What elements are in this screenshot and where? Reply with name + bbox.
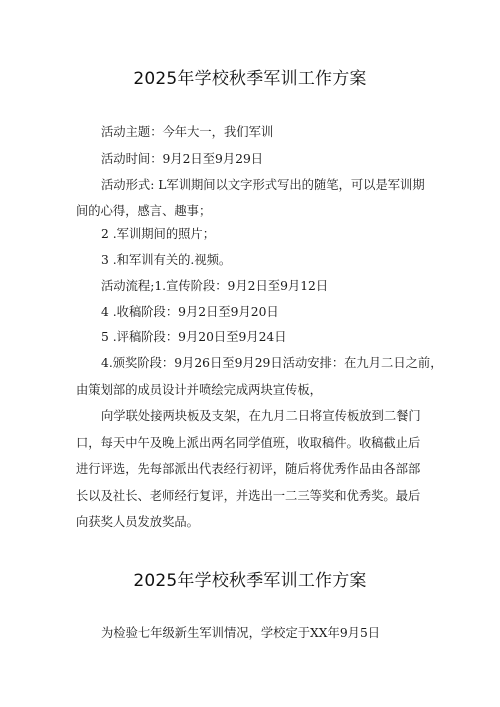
paragraph-line: 3 .和军训有关的.视频。: [101, 253, 232, 267]
document-title: 2025年学校秋季军训工作方案: [133, 69, 367, 89]
paragraph-line: 4.颁奖阶段：9月26日至9月29日活动安排：在九月二日之前，: [101, 356, 443, 370]
paragraph-line: 2 .军训期间的照片；: [101, 227, 216, 241]
paragraph-line: 向学联处接两块板及支架，在九月二日将宣传板放到二餐门: [101, 409, 421, 423]
paragraph-line: 间的心得，感言、趣事；: [76, 204, 212, 218]
paragraph-line: 长以及社长、老师经行复评，并选出一二三等奖和优秀奖。最后: [76, 489, 421, 503]
paragraph-line: 为检验七年级新生军训情况，学校定于XX年9月5日: [101, 626, 381, 640]
paragraph-line: 活动时间：9月2日至9月29日: [101, 152, 264, 166]
paragraph-line: 活动形式: L军训期间以文字形式写出的随笔，可以是军训期: [101, 178, 425, 192]
paragraph-line: 5 .评稿阶段：9月20日至9月24日: [101, 330, 287, 344]
second-document-title: 2025年学校秋季军训工作方案: [133, 571, 367, 591]
paragraph-line: 由策划部的成员设计并喷绘完成两块宣传板，: [76, 383, 322, 397]
paragraph-line: 口，每天中午及晚上派出两名同学值班，收取稿件。收稿截止后: [76, 436, 421, 450]
paragraph-line: 活动流程;1.宣传阶段：9月2日至9月12日: [101, 279, 329, 293]
paragraph-line: 活动主题：今年大一，我们军训: [101, 125, 274, 139]
paragraph-line: 向获奖人员发放奖品。: [76, 515, 199, 529]
paragraph-line: 进行评选，先每部派出代表经行初评，随后将优秀作品由各部部: [76, 462, 421, 476]
paragraph-line: 4 .收稿阶段：9月2日至9月20日: [101, 305, 279, 319]
